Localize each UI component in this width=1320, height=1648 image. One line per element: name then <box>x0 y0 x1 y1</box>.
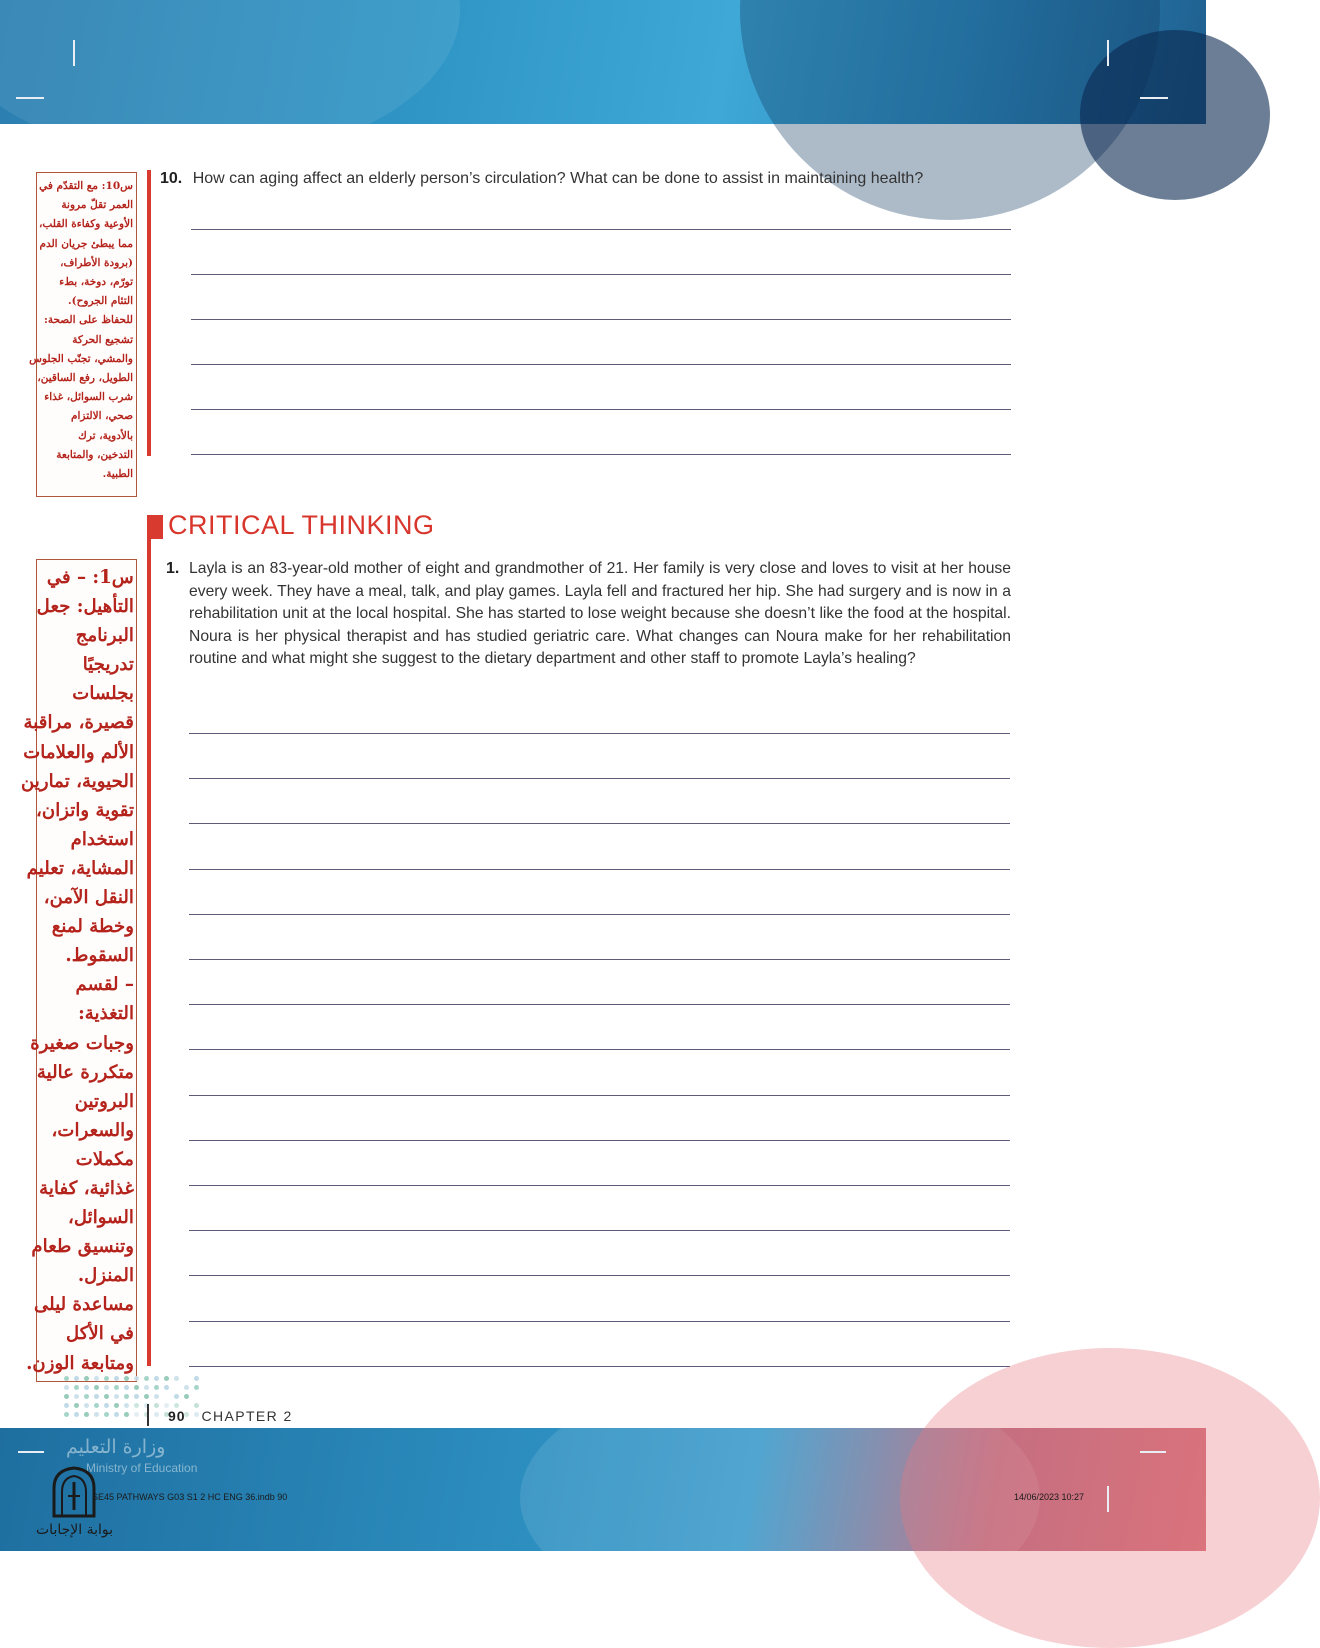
answer-line[interactable] <box>189 733 1010 734</box>
crop-mark <box>1140 1451 1166 1453</box>
note-line: وجبات صغيرة <box>30 1032 134 1054</box>
answer-line[interactable] <box>189 1049 1010 1050</box>
decorative-dot <box>74 1385 79 1390</box>
decorative-dot <box>94 1394 99 1399</box>
ministry-watermark-en: Ministry of Education <box>86 1461 198 1475</box>
decorative-dot <box>104 1385 109 1390</box>
note-line: العمر تقلّ مرونة <box>61 199 133 212</box>
note-line: (برودة الأطراف، <box>60 256 133 269</box>
decorative-dot <box>154 1412 159 1417</box>
banner-shape <box>900 1348 1320 1648</box>
note-line: تشجيع الحركة <box>72 333 133 346</box>
decorative-dot <box>94 1412 99 1417</box>
answer-line[interactable] <box>189 1230 1010 1231</box>
note-line: النقل الآمن، <box>43 887 134 909</box>
note-line: شرب السوائل، غذاء <box>44 391 133 404</box>
note-line: س10: مع التقدّم في <box>39 180 133 192</box>
chapter-label: CHAPTER 2 <box>201 1408 293 1424</box>
decorative-dot <box>84 1403 89 1408</box>
section-title-marker <box>147 515 163 539</box>
note-line: التئام الجروح). <box>68 295 133 308</box>
answer-line[interactable] <box>191 274 1011 275</box>
note-line: السقوط. <box>65 945 134 967</box>
question-10 <box>160 170 1020 188</box>
print-slug: SE45 PATHWAYS G03 S1 2 HC ENG 36.indb 90 <box>92 1492 288 1502</box>
note-line: ومتابعة الوزن. <box>26 1352 134 1374</box>
answer-line[interactable] <box>191 454 1011 455</box>
note-line: س1: – في <box>46 567 134 588</box>
answer-line[interactable] <box>191 409 1011 410</box>
decorative-dot <box>104 1412 109 1417</box>
decorative-dot <box>94 1376 99 1381</box>
answer-line[interactable] <box>191 364 1011 365</box>
note-line: الحيوية، تمارين <box>20 770 134 792</box>
decorative-dot <box>74 1403 79 1408</box>
decorative-dot <box>74 1376 79 1381</box>
bottom-banner <box>0 1428 1206 1551</box>
answer-line[interactable] <box>189 1095 1010 1096</box>
note-line: استخدام <box>70 828 134 850</box>
decorative-dot <box>154 1376 159 1381</box>
crop-mark <box>1107 1486 1109 1512</box>
note-line: – لقسم <box>75 974 134 996</box>
answer-line[interactable] <box>191 229 1011 230</box>
question-10-accent-bar <box>147 170 151 456</box>
answers-portal-logo-icon <box>50 1466 98 1518</box>
decorative-dot <box>154 1385 159 1390</box>
note-line: الألم والعلامات <box>23 741 134 763</box>
note-line: الطبية. <box>102 468 133 481</box>
crop-mark <box>73 40 75 66</box>
decorative-dot <box>164 1385 169 1390</box>
note-line: تورّم، دوخة، بطء <box>59 276 133 289</box>
decorative-dot <box>134 1403 139 1408</box>
decorative-dot <box>64 1412 69 1417</box>
decorative-dot <box>94 1403 99 1408</box>
answer-line[interactable] <box>189 1275 1010 1276</box>
decorative-dot <box>184 1394 189 1399</box>
decorative-dot <box>124 1403 129 1408</box>
answer-line[interactable] <box>189 1366 1010 1367</box>
note-line: مساعدة ليلى <box>34 1294 134 1316</box>
logo-label: بوابة الإجابات <box>36 1522 114 1538</box>
decorative-dot <box>114 1403 119 1408</box>
answer-line[interactable] <box>189 1185 1010 1186</box>
decorative-dot <box>104 1376 109 1381</box>
answer-note-q10 <box>29 172 137 497</box>
note-line: وخطة لمنع <box>51 916 134 938</box>
decorative-dot <box>134 1376 139 1381</box>
decorative-dot <box>84 1376 89 1381</box>
decorative-dot <box>64 1403 69 1408</box>
decorative-dot <box>64 1385 69 1390</box>
answer-line[interactable] <box>189 1004 1010 1005</box>
decorative-dot <box>104 1403 109 1408</box>
answer-line[interactable] <box>189 959 1010 960</box>
page-number: 90 <box>168 1408 186 1424</box>
question-1-accent-bar <box>147 538 151 1366</box>
note-line: الأوعية وكفاءة القلب، <box>39 218 133 231</box>
note-line: متكررة عالية <box>36 1061 134 1083</box>
answer-line[interactable] <box>189 869 1010 870</box>
decorative-dot <box>74 1412 79 1417</box>
decorative-dot <box>134 1394 139 1399</box>
note-line: والسعرات، <box>51 1119 134 1141</box>
note-line: صحي، الالتزام <box>71 410 133 423</box>
note-line: البروتين <box>74 1090 134 1112</box>
note-line: في الأكل <box>65 1323 134 1345</box>
note-line: تقوية واتزان، <box>35 799 134 821</box>
top-banner <box>0 0 1206 124</box>
decorative-dot <box>184 1385 189 1390</box>
decorative-dot <box>154 1403 159 1408</box>
crop-mark <box>16 97 44 99</box>
footer-divider <box>147 1404 149 1426</box>
decorative-dot <box>104 1394 109 1399</box>
crop-mark <box>1140 97 1168 99</box>
page-footer <box>168 1408 293 1424</box>
note-line: بالأدوية، ترك <box>78 429 133 442</box>
decorative-dot <box>174 1394 179 1399</box>
crop-mark <box>18 1451 44 1453</box>
question-text: How can aging affect an elderly person’s circulation? What can be done to assist in maintaining health? <box>192 170 924 187</box>
print-timestamp: 14/06/2023 10:27 <box>1014 1492 1085 1502</box>
decorative-dot <box>144 1394 149 1399</box>
decorative-dot <box>124 1385 129 1390</box>
banner-shape <box>0 0 460 160</box>
answer-line[interactable] <box>189 1140 1010 1141</box>
decorative-dot <box>164 1376 169 1381</box>
note-line: قصيرة، مراقبة <box>23 712 134 734</box>
decorative-dot <box>134 1412 139 1417</box>
answer-line[interactable] <box>189 778 1010 779</box>
decorative-dot <box>134 1385 139 1390</box>
note-line: للحفاظ على الصحة: <box>44 314 133 327</box>
note-line: مكملات <box>75 1148 134 1170</box>
note-line: تدريجيًا <box>82 654 134 676</box>
decorative-dot <box>84 1394 89 1399</box>
note-line: المشاية، تعليم <box>26 857 134 879</box>
note-line: غذائية، كفاية <box>39 1177 134 1199</box>
decorative-dot <box>74 1394 79 1399</box>
answer-line[interactable] <box>191 319 1011 320</box>
decorative-dot <box>124 1412 129 1417</box>
note-line: التأهيل: جعل <box>36 596 134 618</box>
note-line: المنزل. <box>77 1265 134 1287</box>
note-line: بجلسات <box>72 683 134 705</box>
decorative-dot <box>124 1394 129 1399</box>
section-title: CRITICAL THINKING <box>168 510 435 540</box>
note-line: السوائل، <box>68 1207 134 1229</box>
decorative-dot <box>124 1376 129 1381</box>
note-line: مما يبطئ جريان الدم <box>39 237 133 250</box>
note-line: الطويل، رفع الساقين، <box>37 372 133 385</box>
note-line: والمشي، تجنّب الجلوس <box>29 352 133 365</box>
decorative-dot <box>194 1385 199 1390</box>
note-line: البرنامج <box>75 625 134 647</box>
ministry-watermark-ar: وزارة التعليم <box>66 1436 166 1458</box>
note-line: التغذية: <box>78 1003 134 1025</box>
question-1-number: 1. <box>166 560 180 577</box>
decorative-dot <box>114 1385 119 1390</box>
question-number: 10. <box>160 170 183 187</box>
decorative-dot <box>194 1376 199 1381</box>
decorative-dot <box>114 1394 119 1399</box>
question-1-text: Layla is an 83-year-old mother of eight and grandmother of 21. Her family is very close and loves to visit at her house every week. They have a meal, talk, and play games. Layla fell and fractured her hip. She had surgery and is now in a rehabilitation unit at the local hospital. She has started to lose weight because she doesn’t like the food at the hospital. Noura is her physical therapist and has studied geriatric care. What changes can Noura make for her rehabilitation routine and what might she suggest to the dietary department and other staff to promote Layla’s healing? <box>189 560 1011 668</box>
decorative-dot <box>174 1376 179 1381</box>
note-line: وتنسيق طعام <box>31 1236 134 1258</box>
decorative-dot <box>154 1394 159 1399</box>
note-line: التدخين، والمتابعة <box>56 448 133 461</box>
answer-line[interactable] <box>189 1321 1010 1322</box>
decorative-dot <box>84 1412 89 1417</box>
decorative-dot <box>114 1376 119 1381</box>
answer-line[interactable] <box>189 823 1010 824</box>
answer-note-q1 <box>20 559 137 1382</box>
decorative-dot <box>114 1412 119 1417</box>
crop-mark <box>1107 40 1109 66</box>
answer-line[interactable] <box>189 914 1010 915</box>
decorative-dot <box>64 1394 69 1399</box>
decorative-dot <box>144 1385 149 1390</box>
decorative-dot <box>94 1385 99 1390</box>
decorative-dot <box>64 1376 69 1381</box>
decorative-dot <box>144 1376 149 1381</box>
decorative-dot <box>84 1385 89 1390</box>
